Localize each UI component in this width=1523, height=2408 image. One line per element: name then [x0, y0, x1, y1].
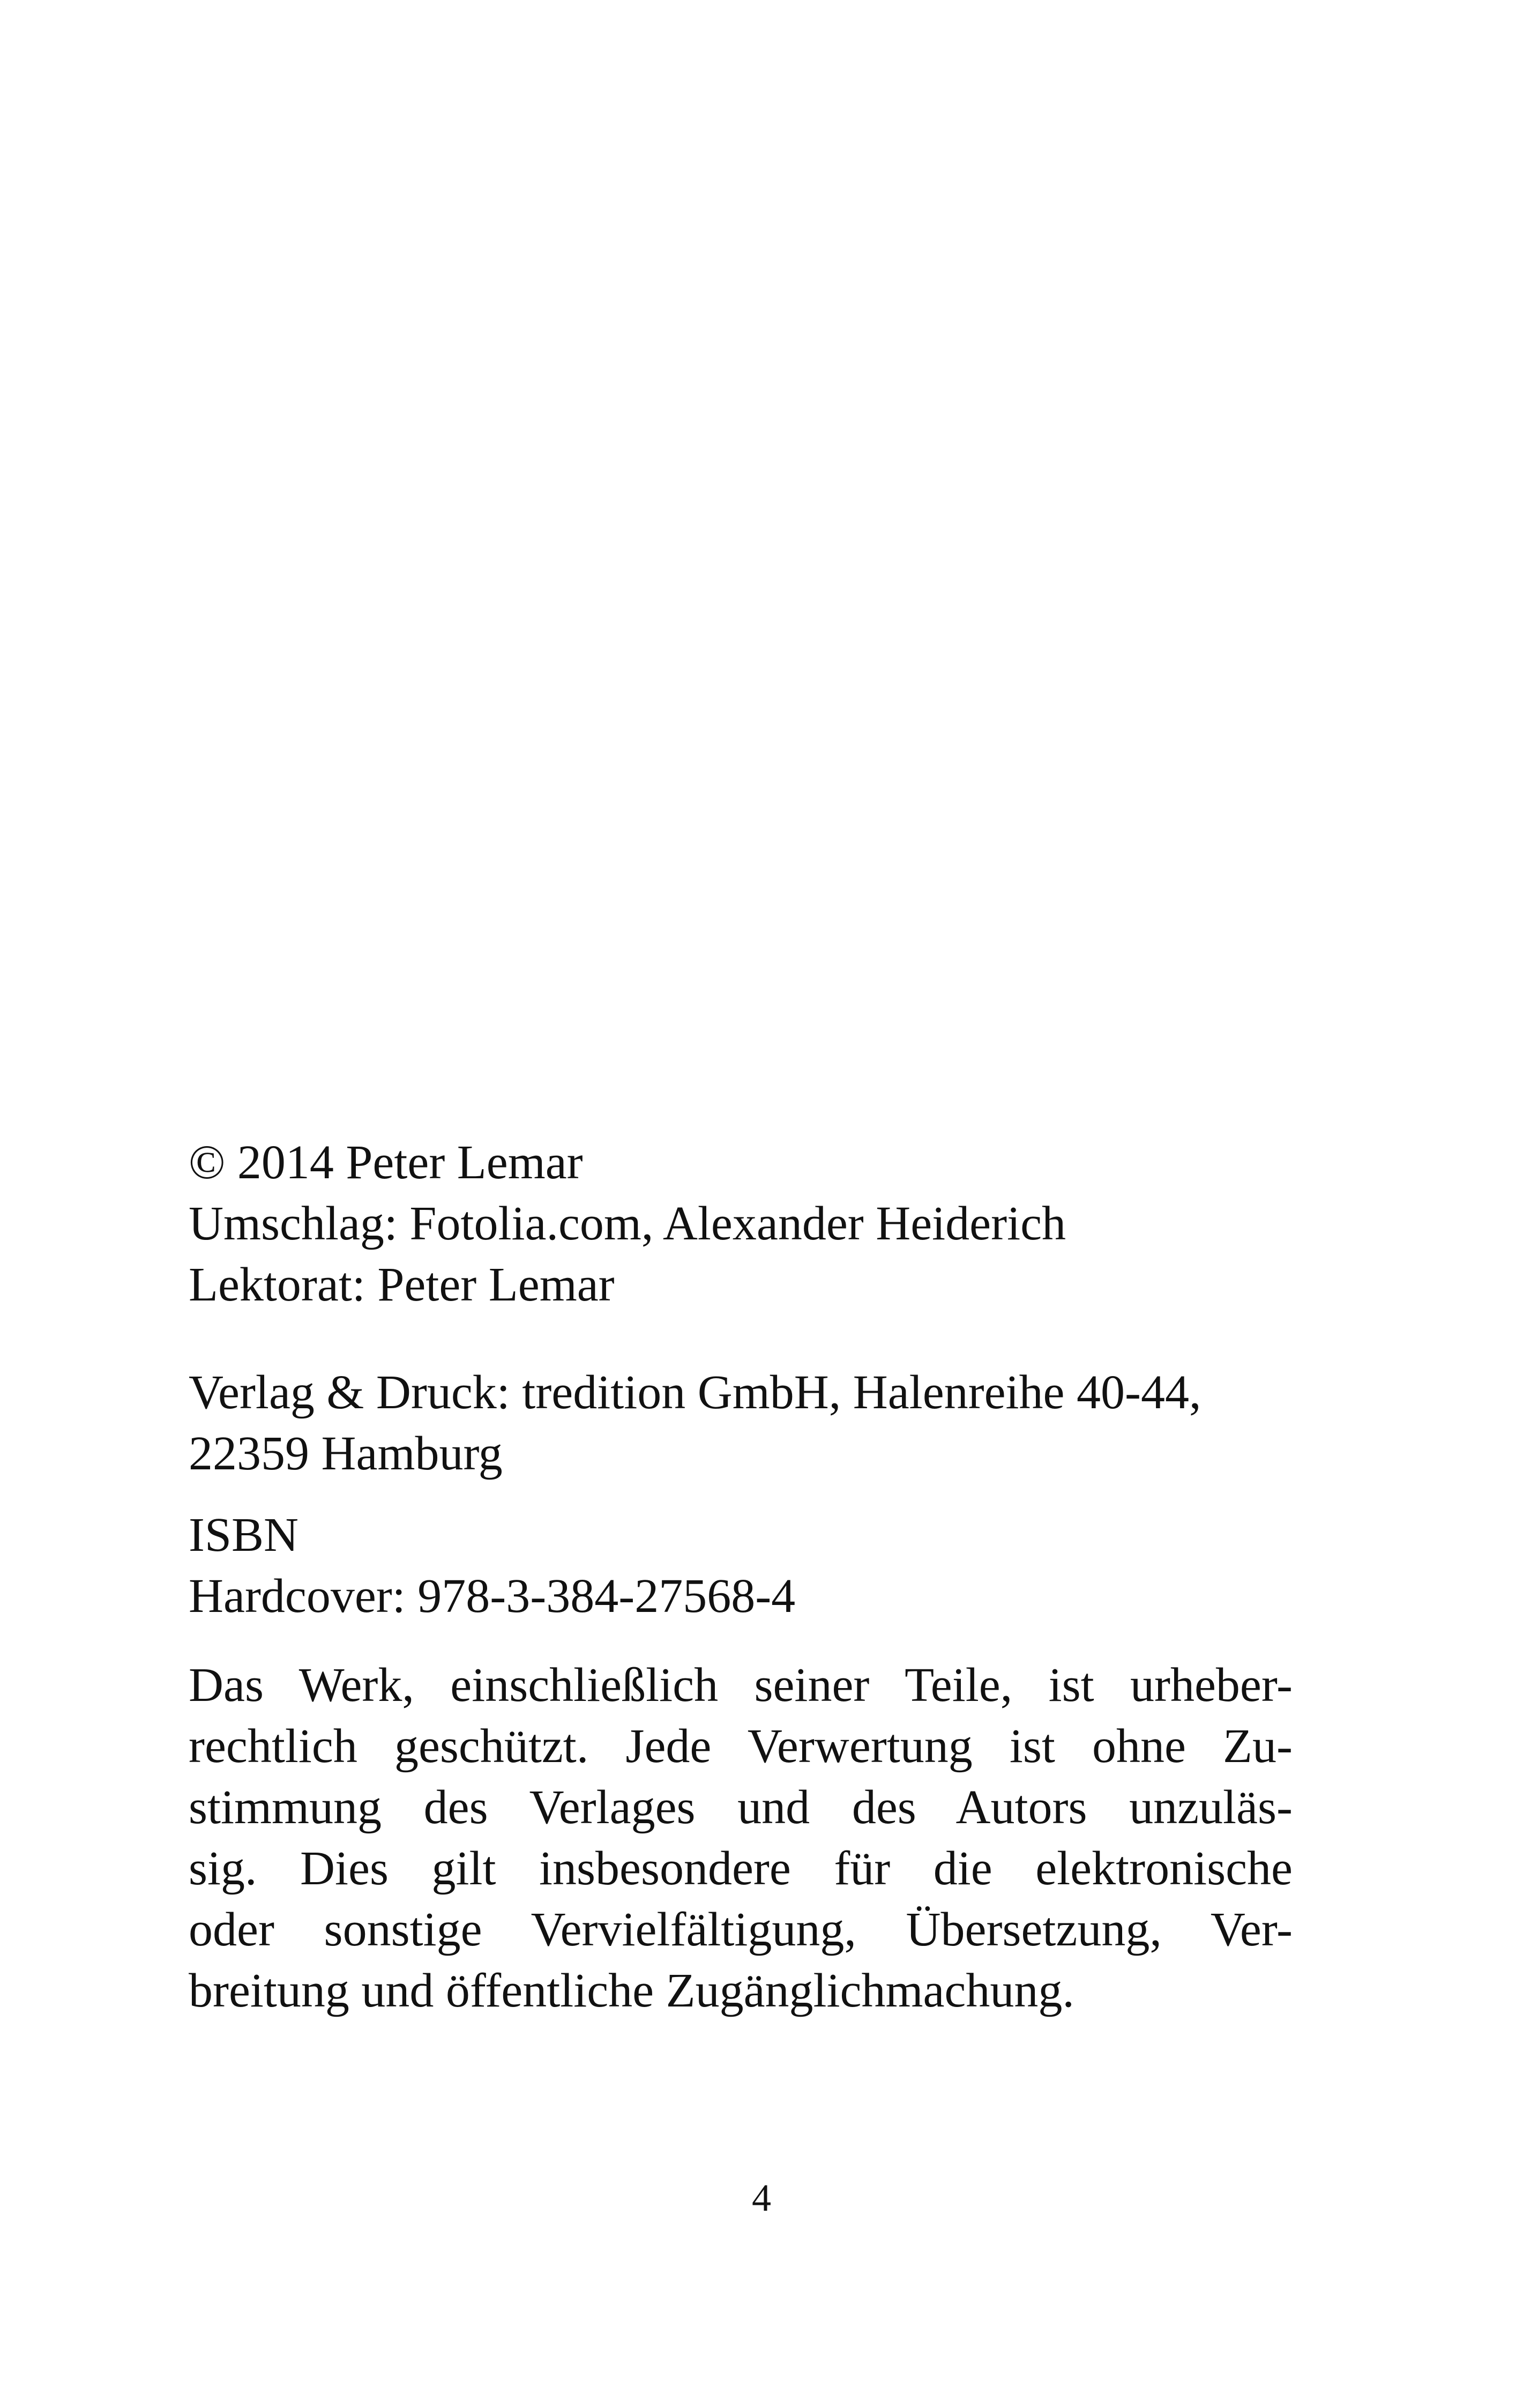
page-number: 4: [752, 2176, 771, 2219]
rights-line: Das Werk, einschließlich seiner Teile, ist urheber-: [189, 1659, 1293, 1712]
publisher-line: Verlag & Druck: tredition GmbH, Halenreihe 40-44,: [189, 1366, 1201, 1419]
cover-credit-line: Umschlag: Fotolia.com, Alexander Heiderich: [189, 1197, 1066, 1250]
rights-notice: [189, 1655, 1293, 2021]
publisher-block: [189, 1362, 1293, 1484]
rights-line: rechtlich geschützt. Jede Verwertung ist ohne Zu-: [189, 1720, 1293, 1773]
rights-line: sig. Dies gilt insbesondere für die elektronische: [189, 1842, 1293, 1895]
credits-block: [189, 1132, 1293, 1316]
isbn-hardcover: Hardcover: 978-3-384-27568-4: [189, 1570, 796, 1623]
copyright-line: © 2014 Peter Lemar: [189, 1136, 583, 1189]
editing-credit-line: Lektorat: Peter Lemar: [189, 1258, 615, 1311]
isbn-block: [189, 1505, 1293, 1627]
rights-line: oder sonstige Vervielfältigung, Übersetzung, Ver-: [189, 1903, 1293, 1956]
rights-line: breitung und öffentliche Zugänglichmachung.: [189, 1964, 1074, 2017]
isbn-label: ISBN: [189, 1508, 299, 1562]
publisher-address-line: 22359 Hamburg: [189, 1427, 503, 1480]
rights-line: stimmung des Verlages und des Autors unzuläs-: [189, 1781, 1293, 1834]
